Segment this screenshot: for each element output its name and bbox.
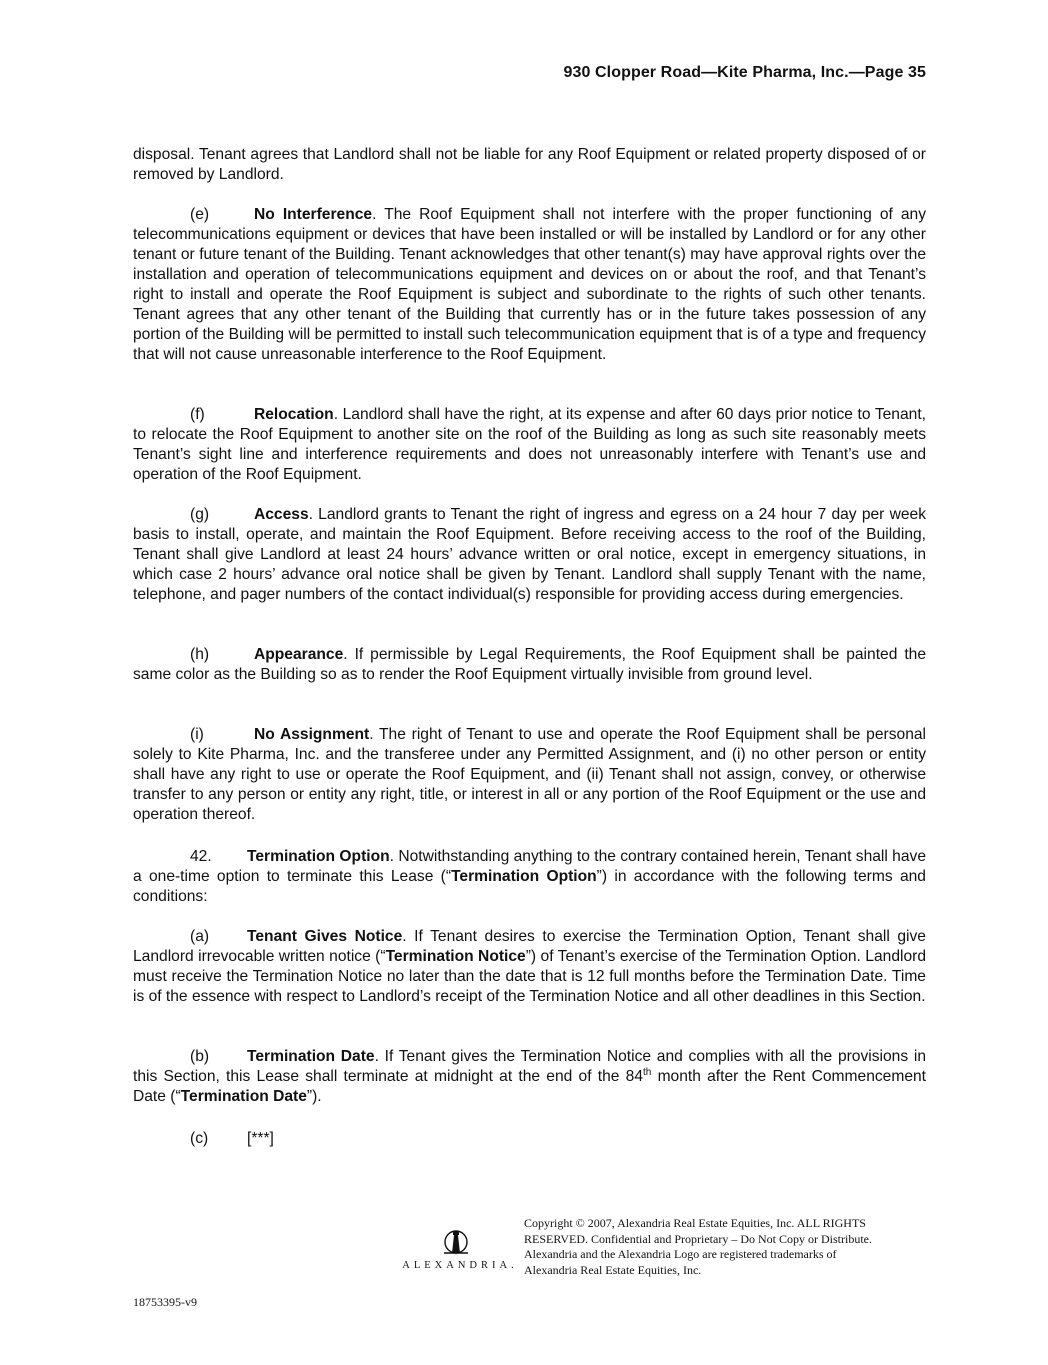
paragraph-text: . The Roof Equipment shall not interfere with the proper functioning of any telecommunications equipment or devices that have been installed or will be installed by Landlord or for any other tenant or future tenant of the Building. Tenant acknowledges that other tenant(s) may have approval rights over the installation and operation of telecommunications equipment and devices on or about the roof, and that Tenant’s right to install and operate the Roof Equipment is subject and subordinate to the rights of such other tenants. Tenant agrees that any other tenant of the Building that currently has or in the future takes possession of any portion of the Building will be permitted to install such telecommunication equipment that is of a type and frequency that will not cause unreasonable interference to the Roof Equipment. (133, 206, 926, 363)
paragraph-text: . If permissible by Legal Requirements, the Roof Equipment shall be painted the same color as the Building so as to render the Roof Equipment virtually invisible from ground level. (133, 646, 926, 683)
paragraph-text: . Landlord grants to Tenant the right of ingress and egress on a 24 hour 7 day per week basis to install, operate, and maintain the Roof Equipment. Before receiving access to the roof of the Building, Tenant shall give Landlord at least 24 hours’ advance written or oral notice, except in emergency situations, in which case 2 hours’ advance oral notice shall be given by Tenant. Landlord shall supply Tenant with the name, telephone, and pager numbers of the contact individual(s) responsible for providing access during emergencies. (133, 506, 926, 603)
defined-term: Termination Date (180, 1088, 307, 1105)
paragraph-heading: Appearance (254, 646, 344, 663)
paragraph-text: ”). (306, 1088, 322, 1105)
paragraph-number: (c) (190, 1130, 209, 1147)
lighthouse-icon (400, 1226, 520, 1260)
paragraph-f (133, 405, 926, 485)
paragraph-text: . Landlord shall have the right, at its expense and after 60 days prior notice to Tenant, to relocate the Roof Equipment to another site on the roof of the Building as long as such site reasonably meets Tenant’s sight line and interference requirements and does not unreasonably interfere with Tenant’s use and operation of the Roof Equipment. (133, 406, 926, 483)
paragraph-text: disposal. Tenant agrees that Landlord shall not be liable for any Roof Equipment or related property disposed of or removed by Landlord. (133, 146, 926, 183)
redacted-text: [***] (247, 1130, 274, 1147)
paragraph-42a (133, 927, 926, 1007)
paragraph-h (133, 645, 926, 685)
alexandria-logo (400, 1226, 520, 1278)
paragraph-number: (e) (190, 206, 210, 223)
paragraph-heading: Termination Date (247, 1048, 375, 1065)
section-text: ”) in accordance with the following terms and conditions: (133, 868, 926, 905)
paragraph-i (133, 725, 926, 825)
defined-term: Termination Option (451, 868, 597, 885)
paragraph-number: (a) (190, 928, 210, 945)
paragraph-number: (g) (190, 506, 210, 523)
defined-term: Termination Notice (385, 948, 526, 965)
paragraph-heading: No Assignment (254, 726, 370, 743)
copyright-notice: Copyright © 2007, Alexandria Real Estate Equities, Inc. ALL RIGHTS RESERVED. Confidential and Proprietary – Do Not Copy or Distribute. Alexandria and the Alexandria Logo are registered trademarks of Alexandria Real Estate Equities, Inc. (524, 1216, 872, 1277)
page-header: 930 Clopper Road—Kite Pharma, Inc.—Page 35 (563, 64, 926, 81)
paragraph-text: month after the Rent Commencement Date (“ (133, 1068, 927, 1105)
paragraph-number: (i) (190, 726, 204, 743)
logo-wordmark: ALEXANDRIA. (402, 1260, 518, 1271)
section-text: . Notwithstanding anything to the contrary contained herein, Tenant shall have a one-time option to terminate this Lease (“ (133, 848, 926, 885)
paragraph-heading: Tenant Gives Notice (247, 928, 403, 945)
paragraph-heading: Relocation (254, 406, 334, 423)
ordinal-suffix: th (643, 1066, 652, 1078)
paragraph-text: . If Tenant desires to exercise the Termination Option, Tenant shall give Landlord irrevocable written notice (“ (133, 928, 926, 965)
paragraph-text: . The right of Tenant to use and operate the Roof Equipment shall be personal solely to Kite Pharma, Inc. and the transferee under any Permitted Assignment, and (i) no other person or entity shall have any right to use or operate the Roof Equipment, and (ii) Tenant shall not assign, convey, or otherwise transfer to any person or entity any right, title, or interest in all or any portion of the Roof Equipment or the use and operation thereof. (133, 726, 926, 823)
section-number: 42. (190, 848, 212, 865)
paragraph-number: (h) (190, 646, 210, 663)
paragraph-heading: Access (254, 506, 309, 523)
section-heading: Termination Option (247, 848, 390, 865)
document-id: 18753395-v9 (133, 1295, 197, 1309)
paragraph-number: (b) (190, 1048, 210, 1065)
paragraph-number: (f) (190, 406, 205, 423)
paragraph-heading: No Interference (254, 206, 373, 223)
section-42 (133, 847, 926, 907)
paragraph-g (133, 505, 926, 605)
paragraph-d-continued (133, 145, 926, 185)
paragraph-e (133, 205, 926, 365)
paragraph-42c (133, 1129, 926, 1149)
paragraph-text: . If Tenant gives the Termination Notice and complies with all the provisions in this Section, this Lease shall terminate at midnight at the end of the 84 (133, 1048, 926, 1085)
paragraph-text: ”) of Tenant’s exercise of the Termination Option. Landlord must receive the Termination Notice no later than the date that is 12 full months before the Termination Date. Time is of the essence with respect to Landlord’s receipt of the Termination Notice and all other deadlines in this Section. (133, 948, 926, 1005)
paragraph-42b (133, 1047, 926, 1107)
